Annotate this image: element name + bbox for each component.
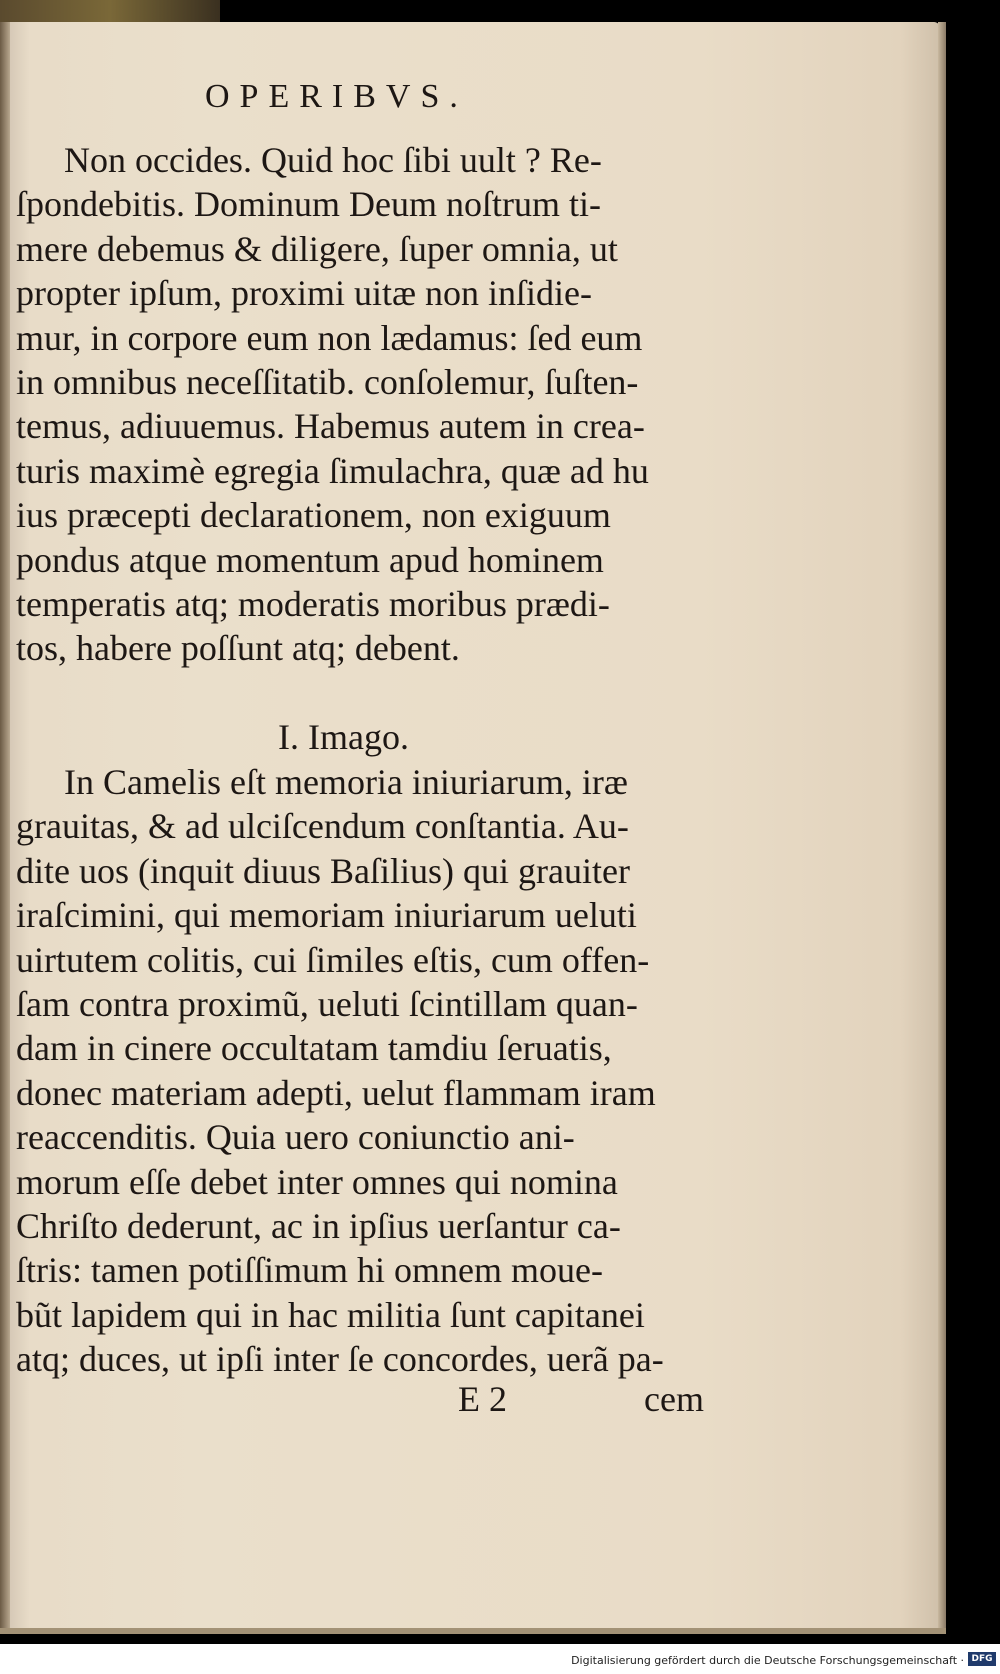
text-line: atq; duces, ut ipſi inter ſe concordes, uerã pa- bbox=[16, 1339, 664, 1380]
signature-mark: E 2 bbox=[458, 1379, 507, 1419]
catchword: cem bbox=[644, 1379, 704, 1419]
text-line: iraſcimini, qui memoriam iniuriarum ueluti bbox=[16, 895, 637, 936]
text-line: in omnibus neceſſitatib. conſolemur, ſuſten- bbox=[16, 361, 639, 402]
text-line: Non occides. Quid hoc ſibi uult ? Re- bbox=[64, 140, 602, 180]
text-line: donec materiam adepti, uelut flammam iram bbox=[16, 1072, 656, 1113]
text-line: pondus atque momentum apud hominem bbox=[16, 539, 604, 580]
dfg-logo: DFG bbox=[968, 1652, 996, 1666]
text-line: reaccenditis. Quia uero coniunctio ani- bbox=[16, 1117, 575, 1158]
text-line: ſpondebitis. Dominum Deum noſtrum ti- bbox=[16, 184, 601, 225]
page-bottom-edge bbox=[0, 1628, 946, 1634]
text-line: mere debemus & diligere, ſuper omnia, ut bbox=[16, 228, 618, 269]
page-right-edge bbox=[938, 22, 946, 1630]
section-title: I. Imago. bbox=[278, 717, 409, 757]
running-title: OPERIBVS. bbox=[205, 78, 468, 115]
top-binding-strip bbox=[0, 0, 220, 24]
text-line: grauitas, & ad ulciſcendum conſtantia. Au- bbox=[16, 806, 629, 847]
text-line: uirtutem colitis, cui ſimiles eſtis, cum offen- bbox=[16, 939, 650, 980]
text-line: tos, habere poſſunt atq; debent. bbox=[16, 628, 460, 669]
section-paragraph bbox=[16, 760, 716, 1381]
text-line: propter ipſum, proximi uitæ non inſidie- bbox=[16, 273, 592, 314]
spine-edge bbox=[0, 22, 10, 1630]
text-line: temus, adiuuemus. Habemus autem in crea- bbox=[16, 406, 645, 447]
text-line: dite uos (inquit diuus Baſilius) qui grauiter bbox=[16, 850, 630, 891]
text-line: ſam contra proximũ, ueluti ſcintillam quan- bbox=[16, 983, 638, 1024]
text-line: dam in cinere occultatam tamdiu ſeruatis, bbox=[16, 1028, 612, 1069]
digitization-credit: Digitalisierung gefördert durch die Deutsche Forschungsgemeinschaft · bbox=[571, 1654, 964, 1667]
text-line: ſtris: tamen potiſſimum hi omnem moue- bbox=[16, 1250, 603, 1291]
digitization-footer bbox=[0, 1644, 1000, 1674]
text-line: Chriſto dederunt, ac in ipſius uerſantur ca- bbox=[16, 1205, 621, 1246]
text-line: morum eſſe debet inter omnes qui nomina bbox=[16, 1161, 618, 1202]
text-line: ius præcepti declarationem, non exiguum bbox=[16, 495, 611, 536]
paragraph-1 bbox=[16, 138, 716, 671]
text-line: In Camelis eſt memoria iniuriarum, iræ bbox=[64, 762, 628, 802]
text-line: mur, in corpore eum non lædamus: ſed eum bbox=[16, 317, 643, 358]
text-line: temperatis atq; moderatis moribus prædi- bbox=[16, 583, 610, 624]
text-line: bũt lapidem qui in hac militia ſunt capitanei bbox=[16, 1294, 645, 1335]
text-line: turis maximè egregia ſimulachra, quæ ad hu bbox=[16, 450, 649, 491]
